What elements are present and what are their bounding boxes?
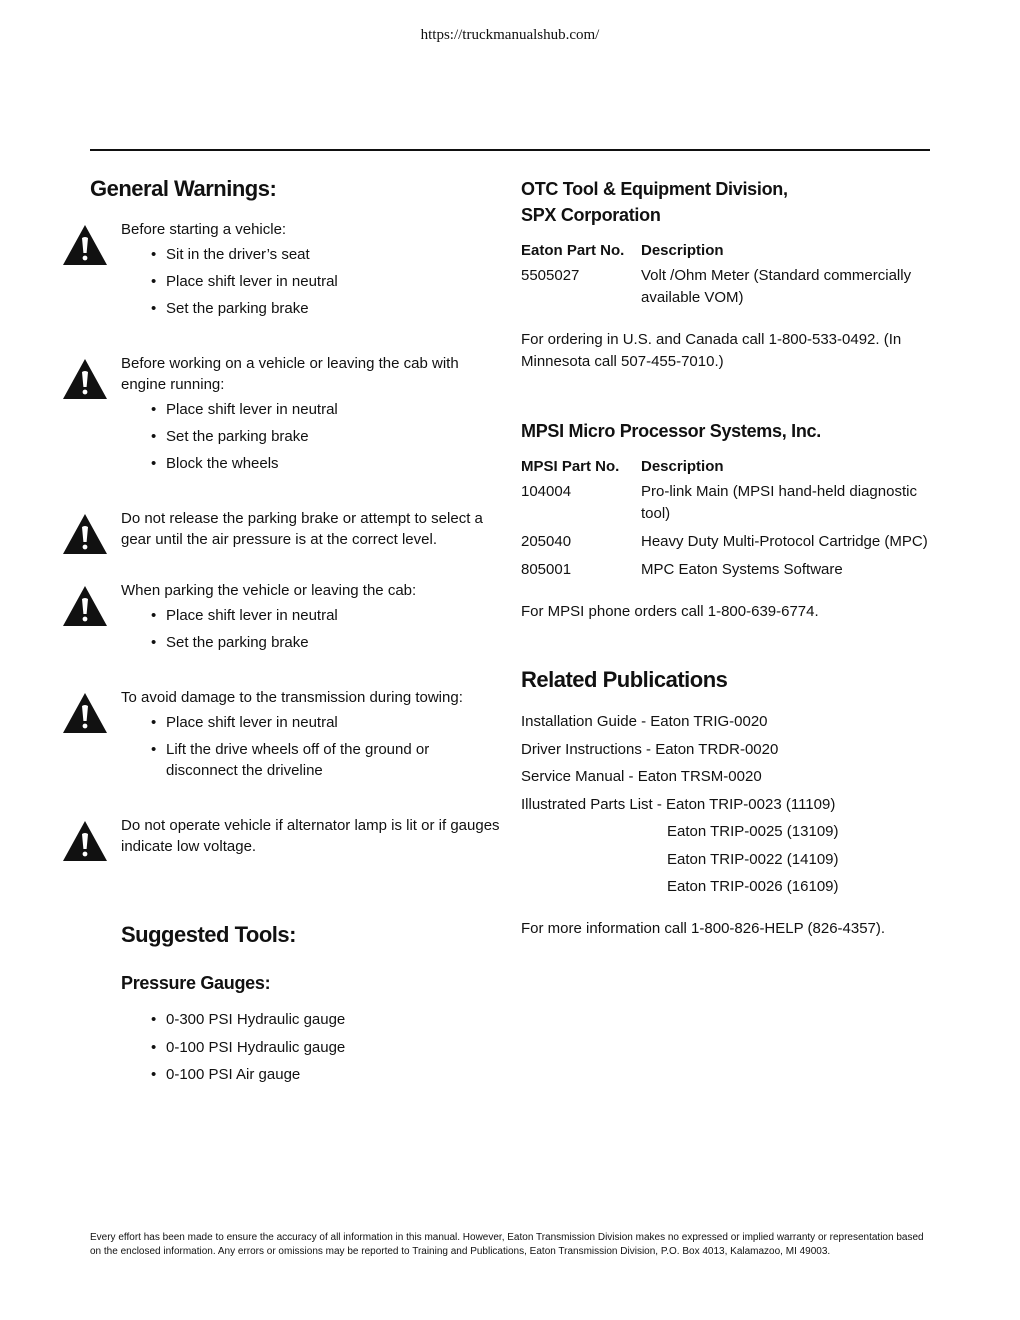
list-item: Eaton TRIP-0022 (14109) — [667, 850, 839, 868]
list-item: • Block the wheels — [151, 453, 502, 474]
warning-text: Before working on a vehicle or leaving the cab with engine running: — [121, 355, 459, 393]
pressure-gauges-list — [121, 1009, 501, 1086]
list-item: • Place shift lever in neutral — [151, 605, 502, 626]
general-warnings-title: General Warnings: — [90, 176, 277, 201]
warning-triangle-icon — [62, 585, 108, 627]
list-item: • Set the parking brake — [151, 298, 502, 319]
list-item: • Set the parking brake — [151, 632, 502, 653]
list-item: Driver Instructions - Eaton TRDR-0020 — [521, 740, 779, 758]
warning-block — [62, 687, 502, 781]
warning-text: Do not operate vehicle if alternator lamp is lit or if gauges indicate low voltage. — [121, 817, 500, 855]
left-column — [62, 170, 502, 857]
list-item: Illustrated Parts List - Eaton TRIP-0023 (11109) — [521, 795, 836, 813]
warning-block — [62, 580, 502, 653]
warning-bullets — [121, 399, 502, 474]
list-item: Eaton TRIP-0025 (13109) — [667, 823, 839, 840]
footer-disclaimer: Every effort has been made to ensure the accuracy of all information in this manual. However, Eaton Transmission Division makes no expressed or implied warranty or representation based on the enclosed information. Any errors or omissions may be reported to Training and Publications, Eaton Transmission Division, P.O. Box 4013, Kalamazoo, MI 49003. — [90, 1232, 924, 1257]
warning-text: Before starting a vehicle: — [121, 221, 287, 238]
list-item: • 0-100 PSI Hydraulic gauge — [151, 1037, 501, 1059]
related-publications-title: Related Publications — [521, 667, 728, 692]
suggested-tools-section — [121, 922, 501, 1092]
part-description: Volt /Ohm Meter (Standard commercially available VOM) — [641, 267, 912, 306]
warning-text: To avoid damage to the transmission during towing: — [121, 689, 463, 706]
table-row — [521, 481, 933, 525]
related-publications-list — [521, 711, 933, 898]
warning-triangle-icon — [62, 358, 108, 400]
warning-triangle-icon — [62, 513, 108, 555]
warning-block — [62, 219, 502, 319]
part-number: 104004 — [521, 483, 572, 500]
mpsi-col-desc: Description — [641, 458, 724, 475]
warning-block — [62, 508, 502, 550]
warning-bullets — [121, 605, 502, 653]
warning-block — [62, 353, 502, 474]
list-item: • Place shift lever in neutral — [151, 712, 502, 733]
part-number: 5505027 — [521, 267, 580, 284]
part-number: 805001 — [521, 561, 572, 578]
list-item: Eaton TRIP-0026 (16109) — [667, 878, 839, 895]
header-rule — [90, 149, 930, 151]
mpsi-table-header — [521, 458, 933, 475]
warning-triangle-icon — [62, 820, 108, 862]
pressure-gauges-title: Pressure Gauges: — [121, 973, 271, 993]
list-item: • Place shift lever in neutral — [151, 399, 502, 420]
warning-bullets — [121, 712, 502, 781]
warning-text: Do not release the parking brake or attempt to select a gear until the air pressure is at the correct level. — [121, 510, 483, 548]
list-item: • 0-300 PSI Hydraulic gauge — [151, 1009, 501, 1031]
part-description: Pro-link Main (MPSI hand-held diagnostic tool) — [641, 483, 917, 522]
suggested-tools-title: Suggested Tools: — [121, 922, 296, 947]
mpsi-col-part: MPSI Part No. — [521, 458, 620, 475]
otc-title-line2: SPX Corporation — [521, 205, 661, 225]
list-item: • Set the parking brake — [151, 426, 502, 447]
warning-triangle-icon — [62, 692, 108, 734]
mpsi-title: MPSI Micro Processor Systems, Inc. — [521, 421, 821, 441]
table-row — [521, 265, 933, 309]
table-row — [521, 559, 933, 581]
list-item: • Sit in the driver’s seat — [151, 244, 502, 265]
warnings-list — [62, 219, 502, 857]
warning-triangle-icon — [62, 224, 108, 266]
otc-title — [521, 176, 933, 228]
source-url: https://truckmanualshub.com/ — [420, 27, 600, 43]
part-number: 205040 — [521, 533, 572, 550]
list-item: Service Manual - Eaton TRSM-0020 — [521, 768, 762, 785]
mpsi-order-note: For MPSI phone orders call 1-800-639-6774. — [521, 603, 819, 620]
warning-block — [62, 815, 502, 857]
otc-title-line1: OTC Tool & Equipment Division, — [521, 179, 788, 199]
list-item: • 0-100 PSI Air gauge — [151, 1064, 501, 1086]
part-description: Heavy Duty Multi-Protocol Cartridge (MPC) — [641, 533, 928, 550]
list-item: • Lift the drive wheels off of the ground or disconnect the driveline — [151, 739, 502, 781]
otc-table-header — [521, 242, 933, 259]
part-description: MPC Eaton Systems Software — [641, 561, 843, 578]
otc-col-part: Eaton Part No. — [521, 242, 625, 259]
more-info-note: For more information call 1-800-826-HELP (826-4357). — [521, 920, 886, 937]
warning-text: When parking the vehicle or leaving the cab: — [121, 582, 417, 599]
warning-bullets — [121, 244, 502, 319]
table-row — [521, 531, 933, 553]
otc-order-note: For ordering in U.S. and Canada call 1-800-533-0492. (In Minnesota call 507-455-7010.) — [521, 331, 902, 370]
right-column — [521, 170, 933, 940]
list-item: Installation Guide - Eaton TRIG-0020 — [521, 713, 768, 730]
otc-col-desc: Description — [641, 242, 724, 259]
list-item: • Place shift lever in neutral — [151, 271, 502, 292]
